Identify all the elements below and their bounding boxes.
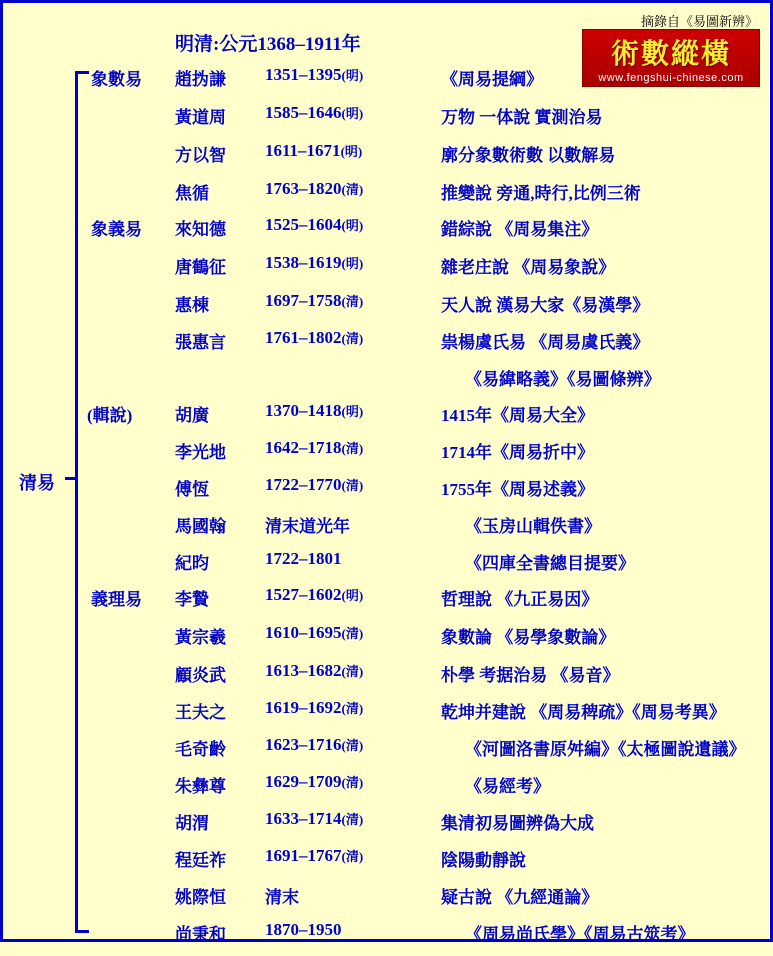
entry-dynasty: (清) (341, 478, 364, 493)
site-logo-url: www.fengshui-chinese.com (598, 72, 744, 84)
table-row (3, 251, 773, 289)
entry-dates (265, 772, 363, 792)
entry-note: 廓分象數術數 以數解易 (441, 146, 616, 165)
entry-note: 《易緯略義》《易圖條辨》 (465, 370, 661, 389)
entry-note: 祟楊虞氏易 《周易虞氏義》 (441, 333, 650, 352)
entry-name: 方以智 (175, 146, 226, 165)
entry-name: 傅恆 (175, 480, 209, 499)
table-row (3, 363, 773, 401)
entry-name: 程廷祚 (175, 851, 226, 870)
table-row (3, 213, 773, 251)
entry-dates (265, 141, 362, 161)
entry-note: 1415年《周易大全》 (441, 406, 594, 425)
entry-note: 《玉房山輯佚書》 (465, 517, 601, 536)
entry-dates (265, 438, 363, 458)
table-row (3, 326, 773, 364)
entry-dates (265, 328, 363, 348)
entry-note: 象數論 《易學象數論》 (441, 628, 616, 647)
table-row (3, 881, 773, 919)
group-label-yili: 義理易 (91, 590, 142, 609)
table-row (3, 139, 773, 177)
entry-dates-text: 1538–1619 (265, 253, 342, 272)
entry-name: 來知德 (175, 220, 226, 239)
source-credit: 摘錄自《易圖新辨》 (640, 14, 758, 29)
entry-dates (265, 698, 363, 718)
entry-dynasty: (清) (341, 664, 364, 679)
entry-note: 雜老庄說 《周易象說》 (441, 258, 616, 277)
entry-dynasty: (明) (341, 588, 364, 603)
entry-name: 馬國翰 (175, 517, 226, 536)
entry-name: 顧炎武 (175, 666, 226, 685)
entry-note: 万物 一体說 實測治易 (441, 108, 603, 127)
entry-dates (265, 585, 363, 605)
entry-dynasty: (清) (341, 626, 364, 641)
table-row (3, 770, 773, 808)
entry-note: 錯綜說 《周易集注》 (441, 220, 599, 239)
entry-dates (265, 623, 363, 643)
table-row (3, 918, 773, 956)
table-row (3, 101, 773, 139)
table-row (3, 844, 773, 882)
entry-dates-text: 1370–1418 (265, 401, 342, 420)
table-row (3, 696, 773, 734)
entry-dates-text: 1525–1604 (265, 215, 342, 234)
entry-dates (265, 809, 363, 829)
entry-name: 胡渭 (175, 814, 209, 833)
entry-dates (265, 735, 363, 755)
entry-dates (265, 65, 363, 85)
table-row (3, 399, 773, 437)
entry-name: 張惠言 (175, 333, 226, 352)
entry-dynasty: (清) (341, 812, 364, 827)
entry-dates-text: 1722–1801 (265, 549, 342, 568)
entry-note: 《四庫全書總目提要》 (465, 554, 635, 573)
entry-name: 焦循 (175, 184, 209, 203)
entry-note: 朴學 考据治易 《易音》 (441, 666, 620, 685)
entry-dates-text: 1870–1950 (265, 920, 342, 939)
entry-note: 推變說 旁通,時行,比例三術 (441, 184, 641, 203)
table-row (3, 733, 773, 771)
entry-dynasty: (明) (341, 218, 364, 233)
entry-dates (265, 846, 363, 866)
entry-name: 紀昀 (175, 554, 209, 573)
group-label-xiangshu: 象數易 (91, 70, 142, 89)
table-row (3, 583, 773, 621)
root-label: 清易 (19, 473, 55, 493)
table-row (3, 547, 773, 585)
entry-dynasty: (明) (341, 68, 364, 83)
entry-note: 陰陽動靜說 (441, 851, 526, 870)
entry-name: 黃宗羲 (175, 628, 226, 647)
entry-dates-text: 1613–1682 (265, 661, 342, 680)
entry-dynasty: (明) (341, 404, 364, 419)
entry-dynasty: (明) (341, 256, 364, 271)
entry-name: 趙㧑謙 (175, 70, 226, 89)
entry-note: 1714年《周易折中》 (441, 443, 594, 462)
entry-dynasty: (清) (341, 738, 364, 753)
entry-name: 尚秉和 (175, 925, 226, 944)
entry-name: 惠棟 (175, 296, 209, 315)
entry-name: 胡廣 (175, 406, 209, 425)
table-row (3, 63, 773, 101)
entry-dates (265, 661, 363, 681)
entry-dynasty: (清) (341, 294, 364, 309)
page-title: 明清:公元1368–1911年 (175, 34, 361, 55)
entry-note: 乾坤并建說 《周易稗疏》《周易考異》 (441, 703, 726, 722)
entry-dates-text: 1697–1758 (265, 291, 342, 310)
entry-name: 黃道周 (175, 108, 226, 127)
table-row (3, 510, 773, 548)
entry-name: 毛奇齡 (175, 740, 226, 759)
table-row (3, 473, 773, 511)
entry-dates-text: 1527–1602 (265, 585, 342, 604)
entry-note: 《易經考》 (465, 777, 550, 796)
entry-name: 李贄 (175, 590, 209, 609)
entry-dynasty: (清) (341, 849, 364, 864)
entry-dates-text: 清末 (265, 888, 299, 907)
entry-note: 1755年《周易述義》 (441, 480, 594, 499)
group-label-xiangyi: 象義易 (91, 220, 142, 239)
entry-dynasty: (明) (340, 144, 363, 159)
table-row (3, 807, 773, 845)
entry-dates-text: 1585–1646 (265, 103, 342, 122)
entry-dates-text: 1611–1671 (265, 141, 341, 160)
entry-note: 疑古說 《九經通論》 (441, 888, 599, 907)
entry-dates (265, 291, 363, 311)
entry-dynasty: (清) (341, 701, 364, 716)
site-logo-title: 術數縱橫 (610, 39, 731, 70)
entry-dates (265, 920, 342, 940)
entry-dates-text: 1610–1695 (265, 623, 342, 642)
entry-dates (265, 103, 363, 123)
entry-note: 哲理說 《九正易因》 (441, 590, 599, 609)
entry-dates (265, 475, 363, 495)
entry-dates-text: 1763–1820 (265, 179, 342, 198)
entry-note: 《周易尚氏學》《周易古筮考》 (465, 925, 695, 944)
entry-note: 集清初易圖辨偽大成 (441, 814, 594, 833)
entry-dates-text: 1633–1714 (265, 809, 342, 828)
entry-dates-text: 1629–1709 (265, 772, 342, 791)
entry-dynasty: (明) (341, 106, 364, 121)
entry-dates-text: 1619–1692 (265, 698, 342, 717)
entry-dates-text: 1722–1770 (265, 475, 342, 494)
table-row (3, 177, 773, 215)
entry-dates (265, 215, 363, 235)
entry-name: 唐鶴征 (175, 258, 226, 277)
entry-dates-text: 1623–1716 (265, 735, 342, 754)
entry-name: 王夫之 (175, 703, 226, 722)
entry-dates (265, 512, 350, 537)
entry-note: 《河圖洛書原舛編》《太極圖說遺議》 (465, 740, 746, 759)
entry-name: 李光地 (175, 443, 226, 462)
entry-dates (265, 883, 299, 908)
entry-dynasty: (清) (341, 331, 364, 346)
entry-dates (265, 401, 363, 421)
entry-dates-text: 清末道光年 (265, 517, 350, 536)
entry-dynasty: (清) (341, 182, 364, 197)
entry-dates (265, 253, 363, 273)
entry-note: 《周易提綱》 (441, 70, 543, 89)
table-row (3, 659, 773, 697)
group-label-jishuo: (輯說) (87, 406, 133, 425)
entry-dates (265, 549, 342, 569)
entry-dynasty: (清) (341, 441, 364, 456)
table-row (3, 289, 773, 327)
entry-dates-text: 1351–1395 (265, 65, 342, 84)
entry-note: 天人說 漢易大家《易漢學》 (441, 296, 650, 315)
entry-dates-text: 1691–1767 (265, 846, 342, 865)
entry-dates-text: 1761–1802 (265, 328, 342, 347)
entry-dates (265, 179, 363, 199)
entry-name: 朱彝尊 (175, 777, 226, 796)
entry-dates-text: 1642–1718 (265, 438, 342, 457)
table-row (3, 436, 773, 474)
entry-dynasty: (清) (341, 775, 364, 790)
entry-name: 姚際恒 (175, 888, 226, 907)
table-row (3, 621, 773, 659)
